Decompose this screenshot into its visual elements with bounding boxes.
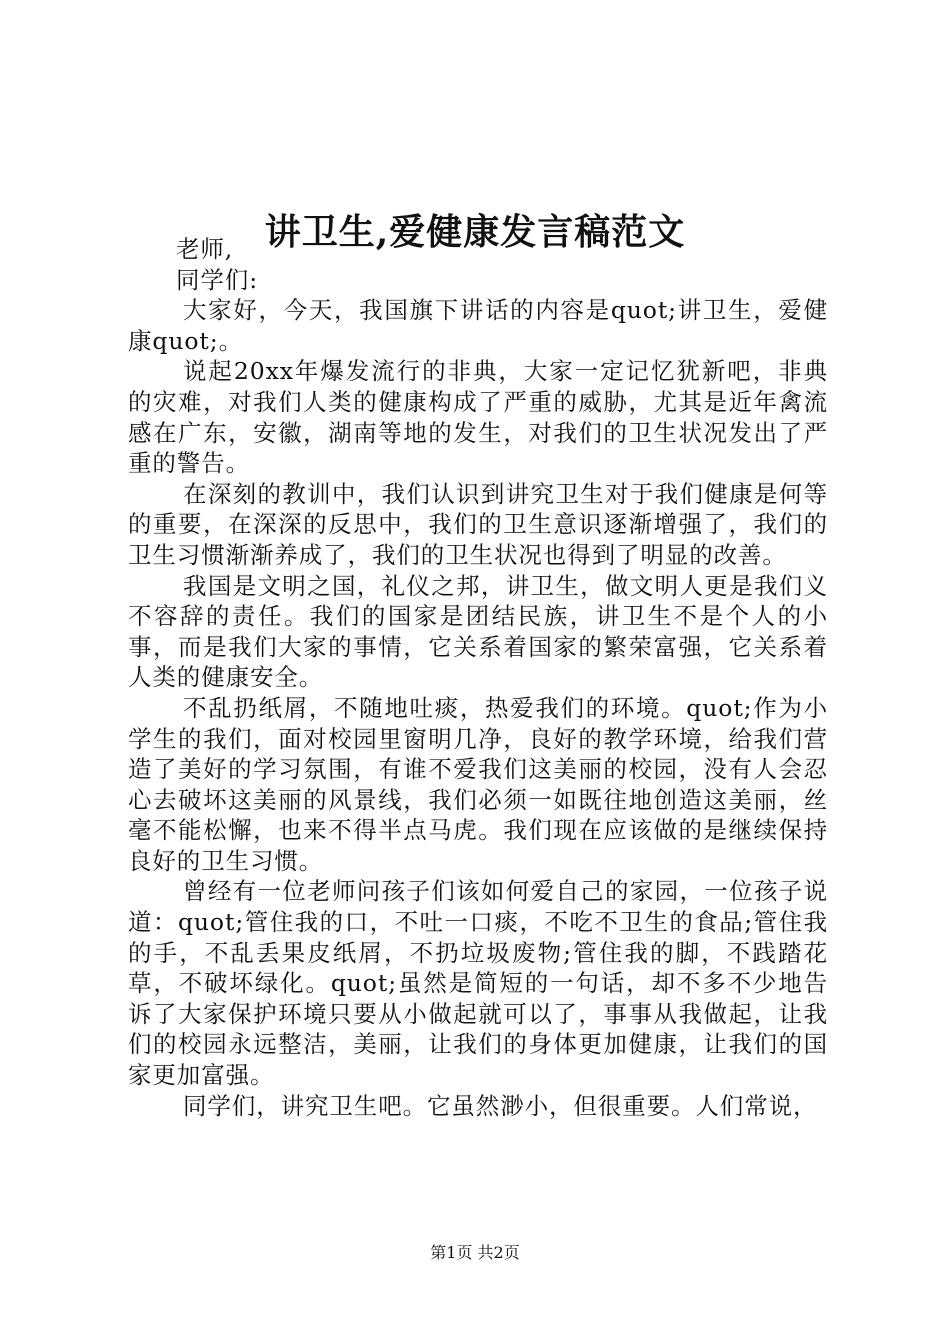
- paragraph-lesson: 在深刻的教训中，我们认识到讲究卫生对于我们健康是何等的重要，在深深的反思中，我们的卫生意识逐渐增强了，我们的卫生习惯渐渐养成了，我们的卫生状况也得到了明显的改善。: [128, 479, 828, 569]
- paragraph-environment: 不乱扔纸屑，不随地吐痰，热爱我们的环境。quot;作为小学生的我们，面对校园里窗明几净，良好的教学环境，给我们营造了美好的学习氛围，有谁不爱我们这美丽的校园，没有人会忍心去破坏这美丽的风景线，我们必须一如既往地创造这美丽，丝毫不能松懈，也来不得半点马虎。我们现在应该做的是继续保持良好的卫生习惯。: [128, 693, 828, 875]
- paragraph-civilization: 我国是文明之国，礼仪之邦，讲卫生，做文明人更是我们义不容辞的责任。我们的国家是团结民族，讲卫生不是个人的小事，而是我们大家的事情，它关系着国家的繁荣富强，它关系着人类的健康安全。: [128, 571, 828, 692]
- paragraph-sars: 说起20xx年爆发流行的非典，大家一定记忆犹新吧，非典的灾难，对我们人类的健康构成了严重的威胁，尤其是近年禽流感在广东，安徽，湖南等地的发生，对我们的卫生状况发出了严重的警告。: [128, 357, 828, 478]
- document-body: [128, 234, 828, 1121]
- page-indicator: 第1页 共2页: [430, 1243, 520, 1262]
- document-title: 讲卫生,爱健康发言稿范文: [264, 211, 686, 254]
- salutation-students: 同学们:: [176, 265, 259, 294]
- salutation-teachers: 老师,: [176, 235, 234, 263]
- paragraph-closing: 同学们，讲究卫生吧。它虽然渺小，但很重要。人们常说，: [183, 1091, 818, 1120]
- paragraph-story: 曾经有一位老师问孩子们该如何爱自己的家园，一位孩子说道：quot;管住我的口，不吐一口痰，不吃不卫生的食品;管住我的手，不乱丢果皮纸屑，不扔垃圾废物;管住我的脚，不践踏花草，不破坏绿化。quot;虽然是简短的一句话，却不多不少地告诉了大家保护环境只要从小做起就可以了，事事从我做起，让我们的校园永远整洁，美丽，让我们的身体更加健康，让我们的国家更加富强。: [128, 877, 828, 1090]
- paragraph-greeting: 大家好，今天，我国旗下讲话的内容是quot;讲卫生，爱健康quot;。: [128, 296, 828, 355]
